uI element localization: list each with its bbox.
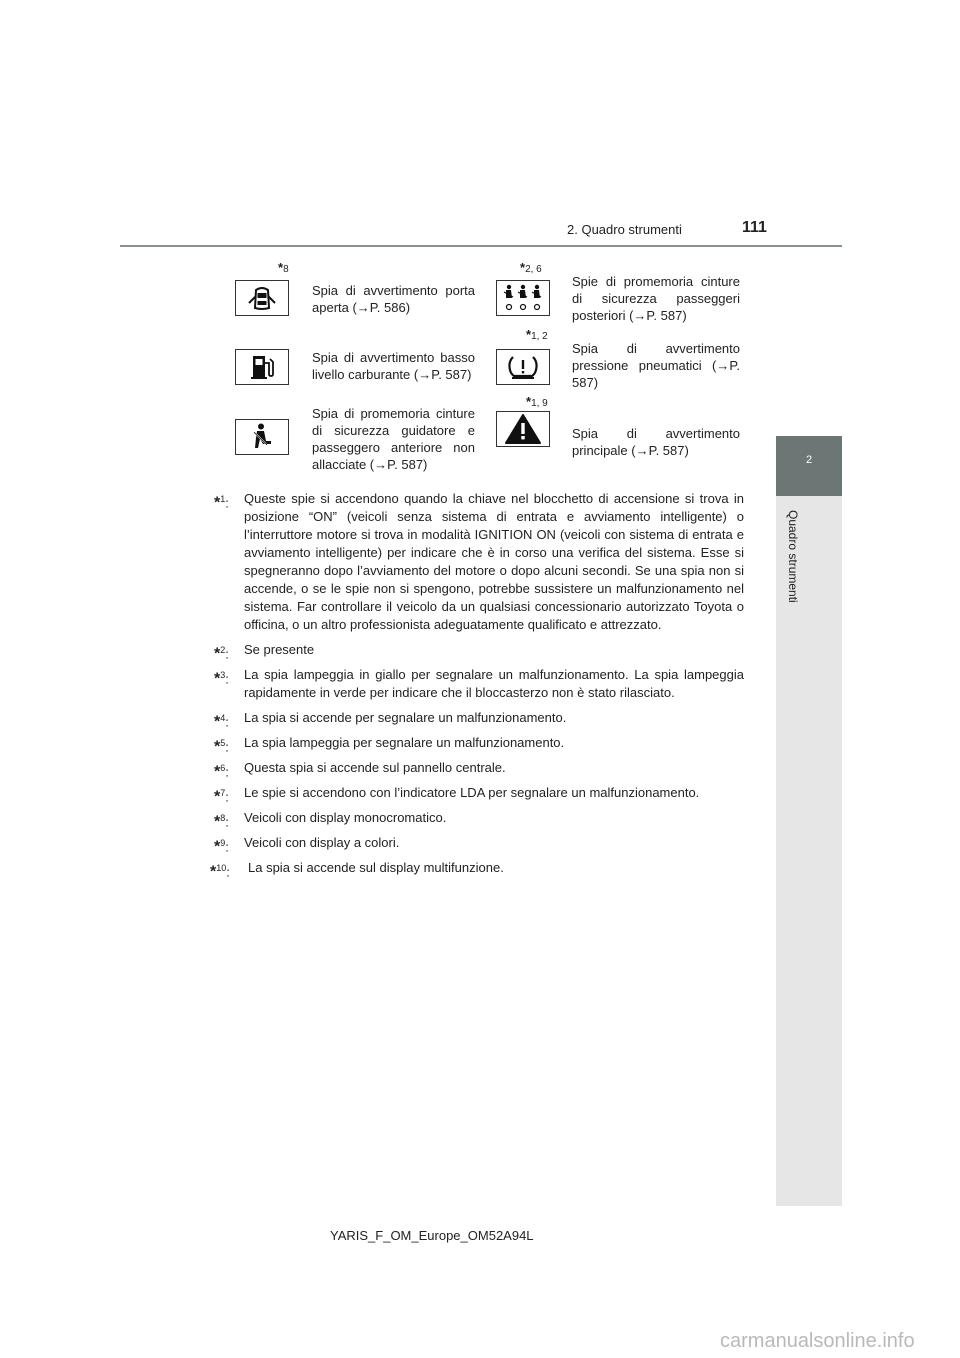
footnote-marker: *$^5$: [214, 738, 229, 756]
indicator-description: Spie di promemoria cinture di sicurezza passeggeri posteriori (→P. 587) [572, 274, 740, 323]
footnote-marker: *$^4$: [214, 713, 229, 731]
indicator-row [222, 392, 750, 476]
watermark: carmanualsonline.info [720, 1330, 915, 1352]
chapter-number: 2 [805, 454, 813, 466]
footnote: *$^8$: Veicoli con display monocromatico. [214, 810, 447, 831]
footnote-marker: *$^3$: [214, 670, 229, 688]
footnote: *$^{10}$: La spia si accende sul display multifunzione. [210, 860, 504, 881]
footnote-marker: *$^{10}$: [210, 863, 230, 881]
indicator-cell [494, 258, 758, 325]
note-ref: *8 [278, 260, 289, 275]
footnote: *$^9$: Veicoli con display a colori. [214, 835, 400, 856]
seatbelt-reminder-icon [235, 419, 289, 455]
indicator-description: Spia di avvertimento principale (→P. 587) [572, 426, 740, 458]
footnote-marker: *$^7$: [214, 788, 229, 806]
footnote: *$^7$: Le spie si accendono con l’indicatore LDA per segnalare un malfunzionamento. [214, 785, 700, 806]
footnote-marker: *$^9$: [214, 838, 229, 856]
footnote: *$^3$: La spia lampeggia in giallo per segnalare un malfunzionamento. La spia lampeggia rapidamente in verde per indicare che il bloccasterzo non è stato rilasciato. [214, 667, 744, 700]
footnote-marker: *$^2$: [214, 645, 229, 663]
chapter-tab[interactable] [776, 436, 842, 496]
indicator-description: Spia di promemoria cinture di sicurezza guidatore e passeggero anteriore non allacciate (→P. 587) [312, 406, 475, 472]
indicator-description: Spia di avvertimento porta aperta (→P. 586) [312, 283, 475, 315]
indicator-cell [494, 392, 758, 476]
footnote-marker: *$^6$: [214, 763, 229, 781]
indicator-description: Spia di avvertimento basso livello carburante (→P. 587) [312, 350, 475, 382]
footnotes [210, 490, 744, 884]
indicator-row [222, 325, 750, 392]
indicator-row [222, 258, 750, 325]
indicator-description: Spia di avvertimento pressione pneumatici (→P. 587) [572, 341, 740, 390]
indicator-table [222, 258, 750, 476]
fuel-pump-icon [235, 349, 289, 385]
indicator-cell [222, 258, 486, 325]
chapter-label: Quadro strumenti [786, 510, 800, 603]
note-ref: *1, 9 [526, 394, 548, 409]
rear-seatbelt-reminder-icon [496, 280, 550, 316]
master-warning-icon [496, 411, 550, 447]
footnote: *$^4$: La spia si accende per segnalare un malfunzionamento. [214, 710, 567, 731]
tire-pressure-icon [496, 349, 550, 385]
footnote: *$^5$: La spia lampeggia per segnalare un malfunzionamento. [214, 735, 565, 756]
header-divider [120, 245, 842, 247]
header-section-title: 2. Quadro strumenti [567, 222, 682, 237]
note-ref: *2, 6 [520, 260, 542, 275]
page-number: 111 [742, 219, 767, 236]
footnote: *$^1$: Queste spie si accendono quando la chiave nel blocchetto di accensione si trova in posizione “ON” (veicoli senza sistema di entrata e avviamento intelligente) o l’interruttore motore si trova in modalità IGNITION ON (veicoli con sistema di entrata e avviamento intelligente) per indicare che è in corso una verifica del sistema. Esse si spegneranno dopo l’avviamento del motore o dopo alcuni secondi. Se una spia non si accende, o se le spie non si spengono, potrebbe sussistere un malfunzionamento nel sistema. Far controllare il veicolo da un qualsiasi concessionario autorizzato Toyota o officina, o un altro professionista adeguatamente qualificato e attrezzato. [214, 491, 744, 632]
chapter-strip [776, 496, 842, 1206]
footnote-marker: *$^8$: [214, 813, 229, 831]
door-open-icon [235, 280, 289, 316]
note-ref: *1, 2 [526, 327, 548, 342]
footnote: *$^6$: Questa spia si accende sul pannello centrale. [214, 760, 506, 781]
indicator-cell [222, 325, 486, 392]
document-id: YARIS_F_OM_Europe_OM52A94L [330, 1228, 534, 1243]
indicator-cell [494, 325, 758, 392]
indicator-cell [222, 392, 486, 476]
footnote-marker: *$^1$: [214, 494, 229, 512]
footnote: *$^2$: Se presente [214, 642, 315, 663]
